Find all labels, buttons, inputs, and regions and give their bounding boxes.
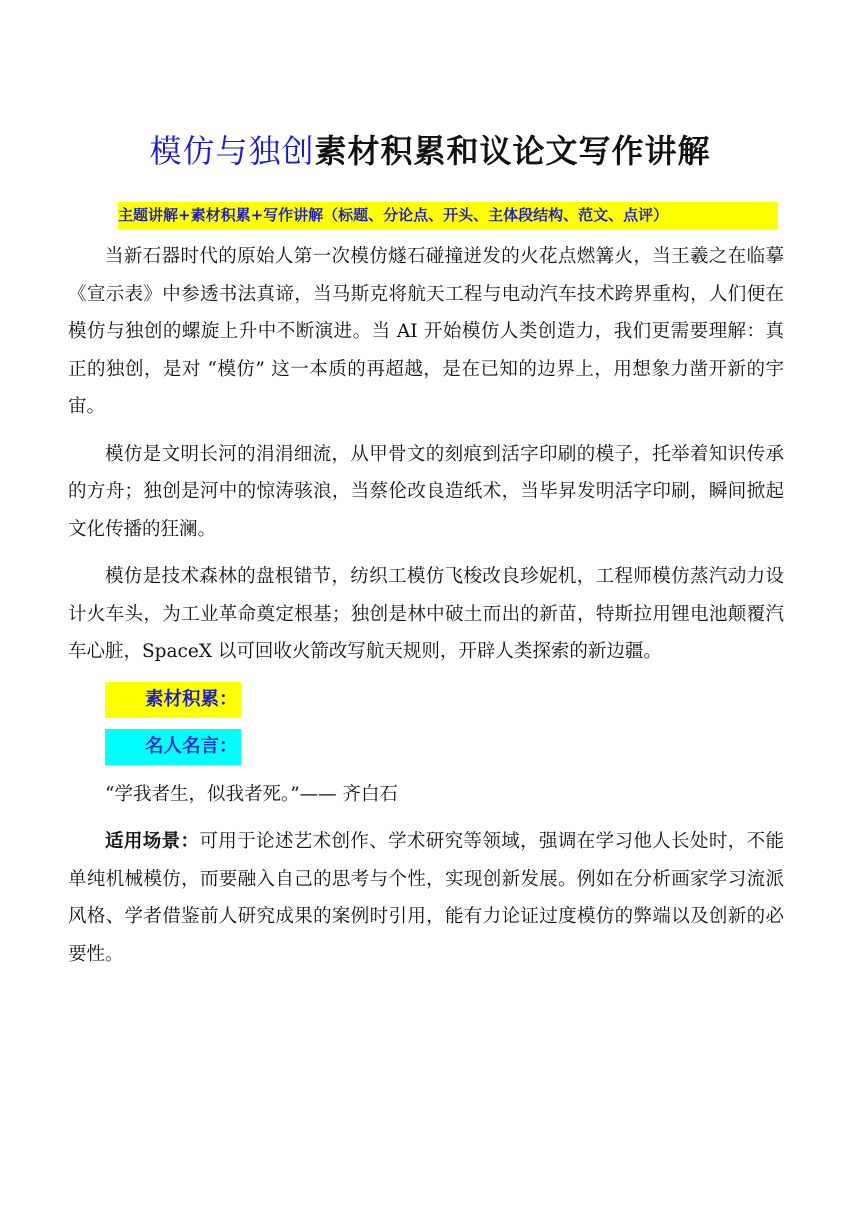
paragraph-2: 模仿是文明长河的涓涓细流，从甲骨文的刻痕到活字印刷的模子，托举着知识传承的方舟；独创是河中的惊涛骇浪，当蔡伦改良造纸术，当毕昇发明活字印刷，瞬间掀起文化传播的狂澜。 — [68, 443, 784, 540]
subsection-label-row — [68, 728, 784, 766]
usage-label: 适用场景： — [105, 831, 200, 852]
subsection-label: 名人名言： — [105, 729, 241, 765]
usage-text: 可用于论述艺术创作、学术研究等领域，强调在学习他人长处时，不能单纯机械模仿，而要融入自己的思考与个性，实现创新发展。例如在分析画家学习流派风格、学者借鉴前人研究成果的案例时引用，能有力论证过度模仿的弊端以及创新的必要性。 — [68, 831, 784, 965]
section-label-row — [68, 681, 784, 719]
paragraph-3: 模仿是技术森林的盘根错节，纺织工模仿飞梭改良珍妮机，工程师模仿蒸汽动力设计火车头，为工业革命奠定根基；独创是林中破土而出的新苗，特斯拉用锂电池颠覆汽车心脏，SpaceX 以可回收火箭改写航天规则，开辟人类探索的新边疆。 — [68, 566, 784, 662]
usage-paragraph — [68, 823, 784, 973]
subtitle-banner: 主题讲解+素材积累+写作讲解（标题、分论点、开头、主体段结构、范文、点评） — [118, 202, 778, 229]
document-title — [0, 128, 860, 174]
document-body — [68, 238, 784, 973]
section-label: 素材积累： — [105, 682, 241, 718]
quote: “学我者生，似我者死。”—— 齐白石 — [105, 783, 399, 805]
title-highlight: 模仿与独创 — [149, 132, 315, 170]
paragraph-intro: 当新石器时代的原始人第一次模仿燧石碰撞迸发的火花点燃篝火，当王羲之在临摹《宣示表》中参透书法真谛，当马斯克将航天工程与电动汽车技术跨界重构，人们便在模仿与独创的螺旋上升中不断演进。当 AI 开始模仿人类创造力，我们更需要理解：真正的独创，是对 “模仿” 这一本质的再超越，是在已知的边界上，用想象力凿开新的宇宙。 — [68, 246, 784, 417]
title-rest: 素材积累和议论文写作讲解 — [314, 132, 711, 170]
